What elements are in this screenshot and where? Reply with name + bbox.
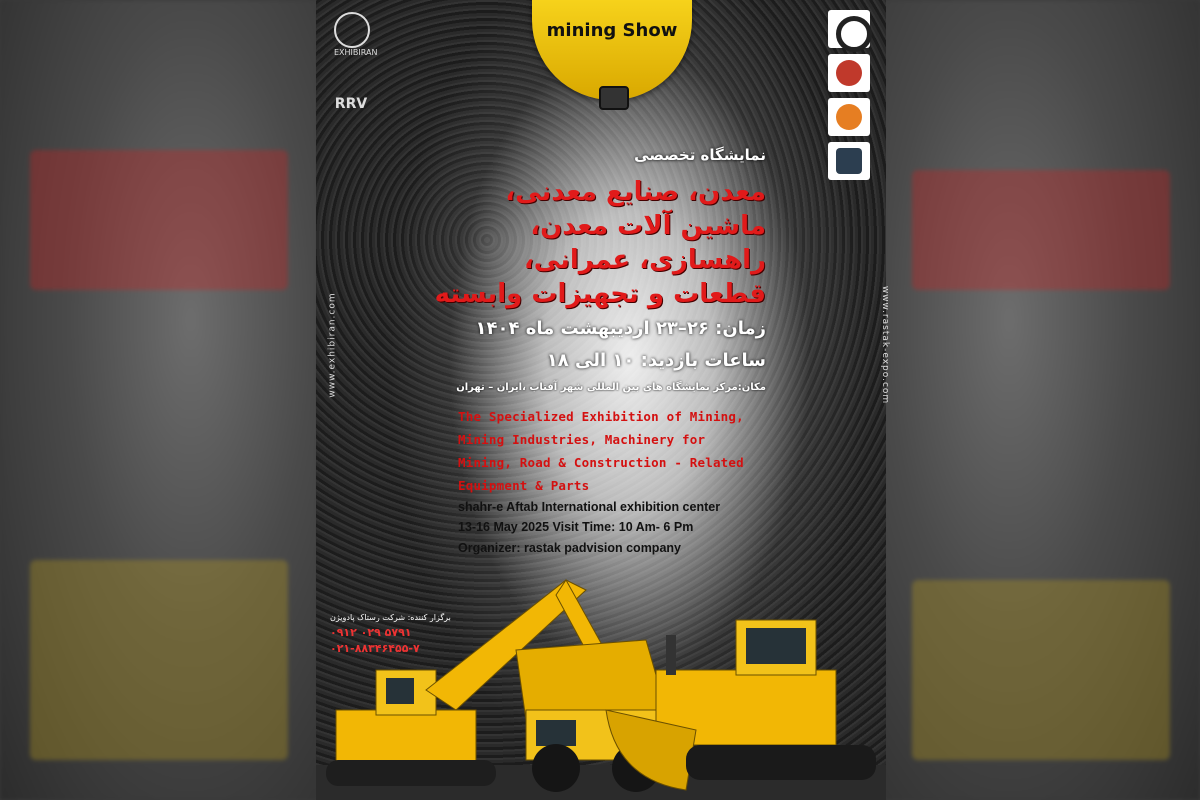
helmet-lamp — [599, 86, 629, 110]
poster-hours-fa: ساعات بازدید: ۱۰ الی ۱۸ — [546, 350, 766, 371]
sponsor-mark-icon — [836, 148, 862, 174]
poster-en-line2: Mining Industries, Machinery for — [458, 432, 706, 447]
poster-dates-en: 13-16 May 2025 Visit Time: 10 Am- 6 Pm — [458, 520, 694, 534]
poster-en-line1: The Specialized Exhibition of Mining, — [458, 409, 744, 424]
poster-title-fa-line4: قطعات و تجهیزات وابسته — [434, 279, 766, 309]
poster-venue-en: shahr-e Aftab International exhibition center — [458, 500, 721, 514]
poster-organizer-en: Organizer: rastak padvision company — [458, 541, 681, 555]
poster-en-line4: Equipment & Parts — [458, 478, 590, 493]
poster-brand-title: mining Show — [546, 20, 678, 41]
rrv-logo: RRV — [334, 96, 368, 112]
blurred-background-right — [882, 0, 1200, 800]
exhibiran-emblem-icon — [334, 12, 370, 48]
poster-en-line3: Mining, Road & Construction - Related — [458, 455, 744, 470]
contact-phone-2: ۰۲۱-۸۸۳۴۶۴۵۵-۷ — [330, 642, 420, 655]
organizer-label-fa: برگزار کننده: شرکت رستاک پادویژن — [330, 613, 451, 622]
blurred-text-ghost — [912, 170, 1170, 290]
sponsor-logo-2 — [828, 54, 870, 92]
sponsor-logo-3 — [828, 98, 870, 136]
sponsor-logo-1 — [828, 10, 870, 48]
blurred-machine-ghost — [30, 560, 288, 760]
exhibiran-logo: EXHIBIRAN — [334, 12, 368, 57]
poster-title-fa-line2: ماشین آلات معدن، — [530, 211, 766, 241]
sponsor-mark-icon — [836, 60, 862, 86]
exhibition-poster — [316, 0, 891, 800]
sponsor-logo-4 — [828, 142, 870, 180]
blurred-background-left — [0, 0, 318, 800]
sponsor-mark-icon — [836, 104, 862, 130]
poster-title-fa-line3: راهسازی، عمرانی، — [523, 245, 766, 275]
sponsor-mark-icon — [836, 16, 872, 52]
poster-subtitle-fa: نمایشگاه تخصصی — [634, 146, 766, 164]
blurred-text-ghost — [30, 150, 288, 290]
poster-title-fa-line1: معدن، صنایع معدنی، — [505, 177, 766, 207]
side-url-left: www.exhibiran.com — [327, 292, 338, 398]
blurred-machine-ghost — [912, 580, 1170, 760]
contact-phone-1: ۰۹۱۲ ۰۲۹ ۵۷۹۱ — [330, 626, 412, 639]
mining-machinery-illustration — [316, 560, 886, 800]
poster-venue-fa: مکان:مرکز نمایشگاه های بین المللی شهر آفتاب ،ایران – تهران — [456, 382, 766, 393]
side-url-right: www.rastak-expo.com — [880, 285, 891, 405]
mining-helmet-graphic — [532, 0, 692, 100]
poster-date-fa: زمان: ۲۶–۲۳ اردیبهشت ماه ۱۴۰۴ — [475, 318, 766, 339]
